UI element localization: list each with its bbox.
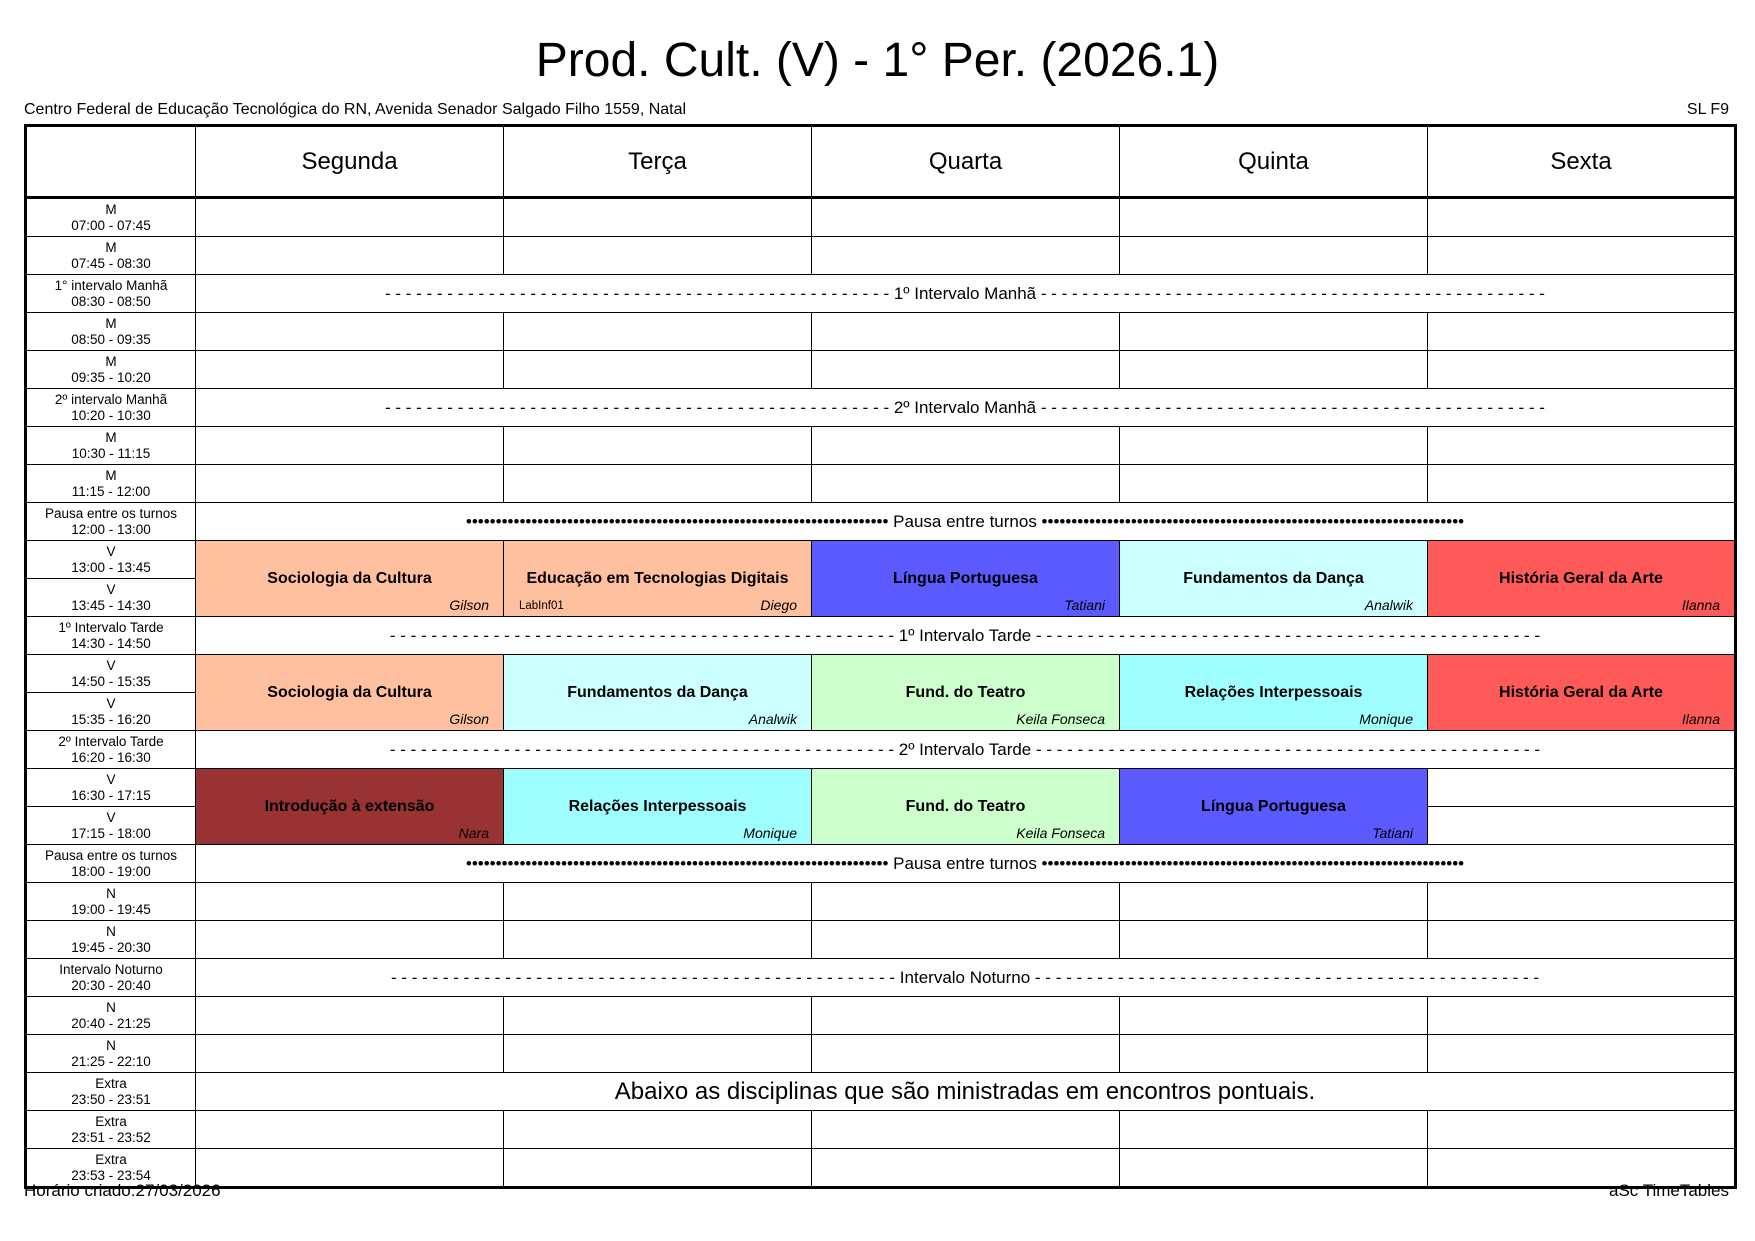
empty-cell	[196, 921, 504, 959]
empty-cell	[1120, 313, 1428, 351]
empty-cell	[1120, 237, 1428, 275]
slot-time: 10:20 - 10:30	[71, 407, 151, 423]
slot-time-cell	[26, 845, 196, 883]
slot-label: Pausa entre os turnos	[44, 847, 178, 863]
lesson-card[interactable]	[504, 541, 812, 617]
slot-time: 17:15 - 18:00	[71, 825, 151, 841]
break-band	[196, 275, 1736, 313]
break-label: Intervalo Noturno	[899, 967, 1031, 987]
empty-cell	[196, 883, 504, 921]
empty-cell	[504, 313, 812, 351]
band-filler: - - - - - - - - - - - - - - - - - - - - - - - - - - - - - - - - - - - - - - - - - - - - - - - - -	[389, 739, 899, 759]
band-filler: •••••••••••••••••••••••••••••••••••••••••••••••••••••••••••••••••••••••	[1036, 511, 1465, 531]
empty-cell	[504, 237, 812, 275]
slot-time: 18:00 - 19:00	[71, 863, 151, 879]
slot-label: Extra	[95, 1151, 127, 1167]
slot-time-cell	[26, 351, 196, 389]
slot-label: M	[105, 239, 117, 255]
slot-row	[26, 313, 1736, 351]
lesson-name: História Geral da Arte	[1499, 683, 1663, 701]
empty-cell	[1120, 351, 1428, 389]
empty-cell	[504, 1035, 812, 1073]
slot-time: 13:00 - 13:45	[71, 559, 151, 575]
break-band	[196, 731, 1736, 769]
slot-label: M	[105, 429, 117, 445]
lesson-card[interactable]	[504, 655, 812, 731]
band-filler: - - - - - - - - - - - - - - - - - - - - - - - - - - - - - - - - - - - - - - - - - - - - - - - - -	[385, 283, 894, 303]
slot-label: 2º Intervalo Tarde	[58, 733, 164, 749]
break-band	[196, 389, 1736, 427]
slot-time: 11:15 - 12:00	[71, 483, 151, 499]
lesson-teacher: Gilson	[449, 597, 489, 613]
break-band	[196, 617, 1736, 655]
empty-cell	[812, 883, 1120, 921]
empty-cell	[1428, 198, 1736, 237]
day-header-quarta: Quarta	[812, 126, 1120, 198]
lesson-teacher: Keila Fonseca	[1016, 825, 1105, 841]
slot-time: 07:45 - 08:30	[71, 255, 151, 271]
lesson-card[interactable]	[1120, 541, 1428, 617]
empty-cell	[1120, 997, 1428, 1035]
timetable-grid	[24, 124, 1737, 1189]
lesson-card[interactable]	[1120, 655, 1428, 731]
band-filler: •••••••••••••••••••••••••••••••••••••••••••••••••••••••••••••••••••••••	[1036, 853, 1465, 873]
slot-time: 16:20 - 16:30	[71, 749, 151, 765]
slot-time: 16:30 - 17:15	[71, 787, 151, 803]
slot-label: M	[105, 201, 117, 217]
empty-cell	[504, 1149, 812, 1188]
school-address: Centro Federal de Educação Tecnológica do RN, Avenida Senador Salgado Filho 1559, Natal	[24, 101, 687, 118]
slot-row	[26, 275, 1736, 313]
slot-time: 23:51 - 23:52	[71, 1129, 151, 1145]
day-header-quinta: Quinta	[1120, 126, 1428, 198]
lesson-teacher: Nara	[458, 825, 489, 841]
empty-cell	[1428, 313, 1736, 351]
slot-time-cell	[26, 655, 196, 693]
lesson-card[interactable]	[196, 655, 504, 731]
slot-time: 08:30 - 08:50	[71, 293, 151, 309]
day-header-terca: Terça	[504, 126, 812, 198]
empty-cell	[1428, 351, 1736, 389]
empty-cell	[1428, 769, 1736, 807]
slot-label: 1° intervalo Manhã	[54, 277, 168, 293]
slot-label: M	[105, 315, 117, 331]
slot-time-cell	[26, 541, 196, 579]
slot-row	[26, 731, 1736, 769]
slot-row	[26, 198, 1736, 237]
slot-time: 15:35 - 16:20	[71, 711, 151, 727]
band-filler: - - - - - - - - - - - - - - - - - - - - - - - - - - - - - - - - - - - - - - - - - - - - - - - - -	[1030, 967, 1540, 987]
lesson-name: Língua Portuguesa	[893, 569, 1038, 587]
slot-time: 14:30 - 14:50	[71, 635, 151, 651]
empty-cell	[196, 997, 504, 1035]
break-label: Pausa entre turnos	[893, 853, 1037, 873]
lesson-card[interactable]	[1428, 655, 1736, 731]
slot-row	[26, 1111, 1736, 1149]
empty-cell	[1120, 198, 1428, 237]
slot-time-cell	[26, 731, 196, 769]
lesson-name: Introdução à extensão	[264, 797, 435, 815]
slot-label: Extra	[95, 1075, 127, 1091]
slot-time-cell	[26, 237, 196, 275]
lesson-teacher: Analwik	[1364, 597, 1413, 613]
lesson-teacher: Tatiani	[1372, 825, 1413, 841]
slot-label: V	[106, 581, 116, 597]
slot-row	[26, 1073, 1736, 1111]
slot-time: 19:00 - 19:45	[71, 901, 151, 917]
slot-label: N	[106, 1037, 116, 1053]
empty-cell	[1428, 427, 1736, 465]
empty-cell	[1428, 807, 1736, 845]
lesson-card[interactable]	[196, 541, 504, 617]
slot-row	[26, 351, 1736, 389]
empty-cell	[1428, 997, 1736, 1035]
empty-cell	[812, 237, 1120, 275]
band-filler: - - - - - - - - - - - - - - - - - - - - - - - - - - - - - - - - - - - - - - - - - - - - - - - - -	[385, 397, 894, 417]
slot-time-cell	[26, 427, 196, 465]
slot-label: 2º intervalo Manhã	[54, 391, 168, 407]
empty-cell	[1120, 883, 1428, 921]
slot-time: 13:45 - 14:30	[71, 597, 151, 613]
empty-cell	[504, 427, 812, 465]
slot-time-cell	[26, 693, 196, 731]
empty-cell	[1120, 1111, 1428, 1149]
lesson-teacher: Tatiani	[1064, 597, 1105, 613]
lesson-card[interactable]	[196, 769, 504, 845]
break-label: 2º Intervalo Tarde	[898, 739, 1032, 759]
lesson-name: Sociologia da Cultura	[267, 683, 432, 701]
slot-row	[26, 427, 1736, 465]
slot-time: 21:25 - 22:10	[71, 1053, 151, 1069]
slot-time-cell	[26, 579, 196, 617]
empty-cell	[504, 997, 812, 1035]
empty-cell	[1120, 921, 1428, 959]
break-band	[196, 503, 1736, 541]
empty-cell	[1120, 1149, 1428, 1188]
break-band	[196, 959, 1736, 997]
slot-row	[26, 503, 1736, 541]
lesson-card[interactable]	[504, 769, 812, 845]
day-header-segunda: Segunda	[196, 126, 504, 198]
slot-time-cell	[26, 921, 196, 959]
notice-text: Abaixo as disciplinas que são ministradas em encontros pontuais.	[196, 1073, 1736, 1111]
slot-row	[26, 959, 1736, 997]
slot-label: V	[106, 809, 116, 825]
lesson-card[interactable]	[812, 769, 1120, 845]
slot-time-cell	[26, 465, 196, 503]
lesson-teacher: Ilanna	[1681, 711, 1720, 727]
lesson-card[interactable]	[812, 655, 1120, 731]
empty-cell	[812, 1111, 1120, 1149]
empty-cell	[812, 465, 1120, 503]
slot-time-cell	[26, 769, 196, 807]
slot-time: 10:30 - 11:15	[71, 445, 151, 461]
slot-label: M	[105, 353, 117, 369]
page-title: Prod. Cult. (V) - 1° Per. (2026.1)	[535, 34, 1220, 87]
empty-cell	[1428, 921, 1736, 959]
slot-row	[26, 541, 1736, 579]
empty-cell	[812, 198, 1120, 237]
empty-cell	[196, 1035, 504, 1073]
slot-label: Intervalo Noturno	[59, 961, 163, 977]
day-header-sexta: Sexta	[1428, 126, 1736, 198]
empty-cell	[1428, 465, 1736, 503]
break-label: 2º Intervalo Manhã	[893, 397, 1037, 417]
empty-cell	[196, 1149, 504, 1188]
slot-time-cell	[26, 807, 196, 845]
slot-time-cell	[26, 883, 196, 921]
slot-time: 09:35 - 10:20	[71, 369, 151, 385]
slot-time-cell	[26, 503, 196, 541]
empty-cell	[504, 465, 812, 503]
empty-cell	[812, 921, 1120, 959]
room-label: SL F9	[1686, 101, 1729, 118]
lesson-card[interactable]	[812, 541, 1120, 617]
slot-time: 14:50 - 15:35	[71, 673, 151, 689]
band-filler: - - - - - - - - - - - - - - - - - - - - - - - - - - - - - - - - - - - - - - - - - - - - - - - - -	[1031, 739, 1541, 759]
empty-cell	[196, 237, 504, 275]
slot-row	[26, 655, 1736, 693]
empty-cell	[196, 427, 504, 465]
empty-cell	[1120, 427, 1428, 465]
created-date: Horário criado:27/03/2026	[24, 1181, 221, 1200]
slot-label: V	[106, 657, 116, 673]
lesson-teacher: Analwik	[748, 711, 797, 727]
slot-row	[26, 1149, 1736, 1188]
slot-label: Pausa entre os turnos	[44, 505, 178, 521]
lesson-name: História Geral da Arte	[1499, 569, 1663, 587]
empty-cell	[1428, 237, 1736, 275]
slot-row	[26, 921, 1736, 959]
slot-time: 20:40 - 21:25	[71, 1015, 151, 1031]
slot-time-cell	[26, 389, 196, 427]
software-credit: aSc TimeTables	[1609, 1181, 1729, 1200]
empty-cell	[812, 313, 1120, 351]
band-filler: - - - - - - - - - - - - - - - - - - - - - - - - - - - - - - - - - - - - - - - - - - - - - - - - -	[390, 967, 900, 987]
slot-time-cell	[26, 959, 196, 997]
slot-label: V	[106, 771, 116, 787]
empty-cell	[1428, 883, 1736, 921]
corner-cell	[26, 126, 196, 198]
slot-time: 23:50 - 23:51	[71, 1091, 151, 1107]
lesson-teacher: Monique	[743, 825, 797, 841]
lesson-name: Língua Portuguesa	[1201, 797, 1346, 815]
empty-cell	[196, 1111, 504, 1149]
empty-cell	[812, 997, 1120, 1035]
lesson-name: Relações Interpessoais	[568, 797, 747, 815]
slot-label: 1º Intervalo Tarde	[58, 619, 164, 635]
lesson-teacher: Diego	[760, 597, 797, 613]
empty-cell	[1428, 1035, 1736, 1073]
slot-row	[26, 845, 1736, 883]
slot-label: M	[105, 467, 117, 483]
band-filler: - - - - - - - - - - - - - - - - - - - - - - - - - - - - - - - - - - - - - - - - - - - - - - - - -	[1031, 625, 1541, 645]
lesson-teacher: Monique	[1359, 711, 1413, 727]
slot-row	[26, 237, 1736, 275]
slot-time-cell	[26, 997, 196, 1035]
empty-cell	[504, 351, 812, 389]
lesson-name: Fundamentos da Dança	[567, 683, 748, 701]
lesson-name: Fund. do Teatro	[905, 797, 1026, 815]
slot-time: 12:00 - 13:00	[71, 521, 151, 537]
slot-time: 23:53 - 23:54	[71, 1167, 151, 1183]
slot-row	[26, 997, 1736, 1035]
empty-cell	[812, 427, 1120, 465]
lesson-room: LabInf01	[519, 600, 564, 612]
empty-cell	[504, 198, 812, 237]
slot-time-cell	[26, 1073, 196, 1111]
empty-cell	[504, 1111, 812, 1149]
lesson-name: Sociologia da Cultura	[267, 569, 432, 587]
slot-label: Extra	[95, 1113, 127, 1129]
slot-label: V	[106, 695, 116, 711]
empty-cell	[504, 921, 812, 959]
slot-row	[26, 883, 1736, 921]
break-label: 1º Intervalo Manhã	[893, 283, 1037, 303]
slot-time-cell	[26, 198, 196, 237]
slot-row	[26, 769, 1736, 807]
empty-cell	[196, 313, 504, 351]
slot-time-cell	[26, 1035, 196, 1073]
slot-row	[26, 465, 1736, 503]
slot-time: 08:50 - 09:35	[71, 331, 151, 347]
lesson-name: Fundamentos da Dança	[1183, 569, 1364, 587]
empty-cell	[1120, 1035, 1428, 1073]
band-filler: - - - - - - - - - - - - - - - - - - - - - - - - - - - - - - - - - - - - - - - - - - - - - - - - -	[389, 625, 899, 645]
lesson-card[interactable]	[1428, 541, 1736, 617]
empty-cell	[196, 351, 504, 389]
slot-row	[26, 1035, 1736, 1073]
lesson-teacher: Gilson	[449, 711, 489, 727]
break-band	[196, 845, 1736, 883]
empty-cell	[504, 883, 812, 921]
empty-cell	[1120, 465, 1428, 503]
slot-label: N	[106, 885, 116, 901]
slot-time: 07:00 - 07:45	[71, 217, 151, 233]
slot-label: N	[106, 923, 116, 939]
lesson-card[interactable]	[1120, 769, 1428, 845]
break-label: Pausa entre turnos	[893, 511, 1037, 531]
empty-cell	[812, 1035, 1120, 1073]
lesson-name: Educação em Tecnologias Digitais	[526, 569, 789, 587]
lesson-teacher: Ilanna	[1681, 597, 1720, 613]
band-filler: •••••••••••••••••••••••••••••••••••••••••••••••••••••••••••••••••••••••	[465, 511, 894, 531]
slot-label: N	[106, 999, 116, 1015]
slot-time: 20:30 - 20:40	[71, 977, 151, 993]
empty-cell	[196, 465, 504, 503]
band-filler: - - - - - - - - - - - - - - - - - - - - - - - - - - - - - - - - - - - - - - - - - - - - - - - - -	[1036, 397, 1545, 417]
slot-time-cell	[26, 275, 196, 313]
break-label: 1º Intervalo Tarde	[898, 625, 1032, 645]
slot-time-cell	[26, 1111, 196, 1149]
slot-row	[26, 389, 1736, 427]
slot-row	[26, 617, 1736, 655]
slot-label: V	[106, 543, 116, 559]
empty-cell	[812, 351, 1120, 389]
empty-cell	[196, 198, 504, 237]
lesson-name: Relações Interpessoais	[1184, 683, 1363, 701]
slot-time-cell	[26, 313, 196, 351]
lesson-teacher: Keila Fonseca	[1016, 711, 1105, 727]
lesson-name: Fund. do Teatro	[905, 683, 1026, 701]
empty-cell	[1428, 1111, 1736, 1149]
slot-time-cell	[26, 617, 196, 655]
day-header-row	[26, 126, 1736, 198]
band-filler: - - - - - - - - - - - - - - - - - - - - - - - - - - - - - - - - - - - - - - - - - - - - - - - - -	[1036, 283, 1545, 303]
empty-cell	[812, 1149, 1120, 1188]
band-filler: •••••••••••••••••••••••••••••••••••••••••••••••••••••••••••••••••••••••	[465, 853, 894, 873]
slot-time: 19:45 - 20:30	[71, 939, 151, 955]
